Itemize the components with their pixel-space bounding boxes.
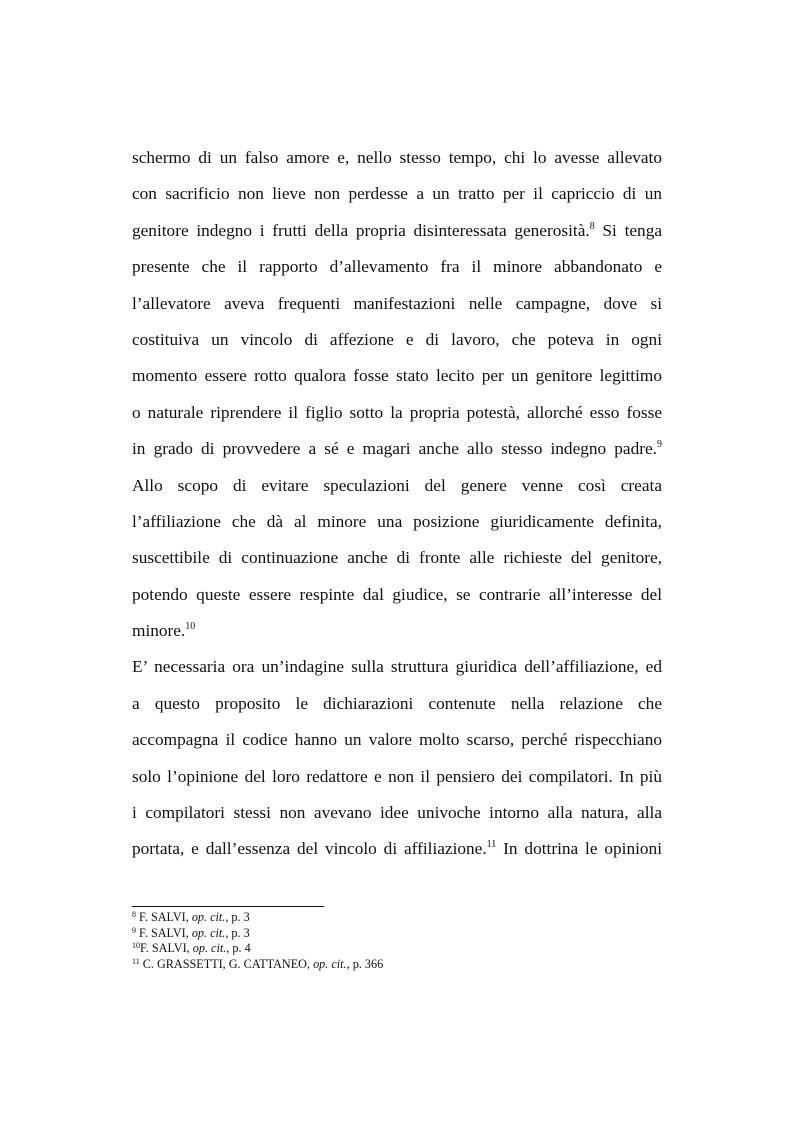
footnote-separator: [132, 906, 324, 907]
text-line: schermo di un falso amore e, nello stesso tempo, chi lo avesse allevato: [132, 148, 662, 167]
text-line: costituiva un vincolo di affezione e di lavoro, che poteva in ogni: [132, 329, 662, 349]
text-line: a questo proposito le dichiarazioni contenute nella relazione che: [132, 693, 662, 713]
text-line: minore.$^{10}$: [132, 621, 196, 641]
footnote-ref[interactable]: 8: [589, 220, 595, 232]
text-line: suscettibile di continuazione anche di fronte alle richieste del genitore,: [132, 548, 662, 568]
footnote-number: 8: [132, 910, 136, 919]
footnotes: [132, 910, 662, 972]
footnote: $^{10}$F. SALVI, op. cit., p. 4: [132, 941, 251, 956]
text-line: portata, e dall’essenza del vincolo di affiliazione.$^{11}$ In dottrina le opinioni: [132, 839, 662, 859]
footnote-number: 11: [132, 956, 140, 966]
text-line: presente che il rapporto d’allevamento fra il minore abbandonato e: [132, 257, 662, 277]
text-line: Allo scopo di evitare speculazioni del genere venne così creata: [132, 475, 662, 495]
text-line: in grado di provvedere a sé e magari anche allo stesso indegno padre.$^9$: [132, 439, 662, 459]
text-line: con sacrificio non lieve non perdesse a un tratto per il capriccio di un: [132, 184, 662, 204]
text-line: E’ necessaria ora un’indagine sulla struttura giuridica dell’affiliazione, ed: [132, 657, 662, 677]
footnote: $^{11}$ C. GRASSETTI, G. CATTANEO, op. cit., p. 366: [132, 956, 384, 971]
text-line: l’allevatore aveva frequenti manifestazioni nelle campagne, dove si: [132, 293, 662, 313]
footnote-number: 10: [132, 941, 140, 951]
text-line: solo l’opinione del loro redattore e non il pensiero dei compilatori. In più: [132, 766, 662, 786]
footnote-ref[interactable]: 11: [486, 839, 497, 851]
text-line: o naturale riprendere il figlio sotto la propria potestà, allorché esso fosse: [132, 402, 662, 422]
footnote: $^9$ F. SALVI, op. cit., p. 3: [132, 925, 250, 940]
text-line: accompagna il codice hanno un valore molto scarso, perché rispecchiano: [132, 730, 662, 750]
footnote: $^8$ F. SALVI, op. cit., p. 3: [132, 910, 250, 924]
footnote-ref[interactable]: 10: [185, 621, 196, 633]
text-line: l’affiliazione che dà al minore una posizione giuridicamente definita,: [132, 511, 662, 531]
footnote-number: 9: [132, 925, 136, 935]
text-line: genitore indegno i frutti della propria disinteressata generosità.$^8$ Si tenga: [132, 220, 663, 240]
text-line: i compilatori stessi non avevano idee univoche intorno alla natura, alla: [132, 803, 662, 823]
text-line: momento essere rotto qualora fosse stato lecito per un genitore legittimo: [132, 366, 662, 386]
footnote-ref[interactable]: 9: [657, 439, 662, 451]
body-text: [132, 140, 662, 868]
text-line: potendo queste essere respinte dal giudice, se contrarie all’interesse del: [132, 584, 662, 604]
